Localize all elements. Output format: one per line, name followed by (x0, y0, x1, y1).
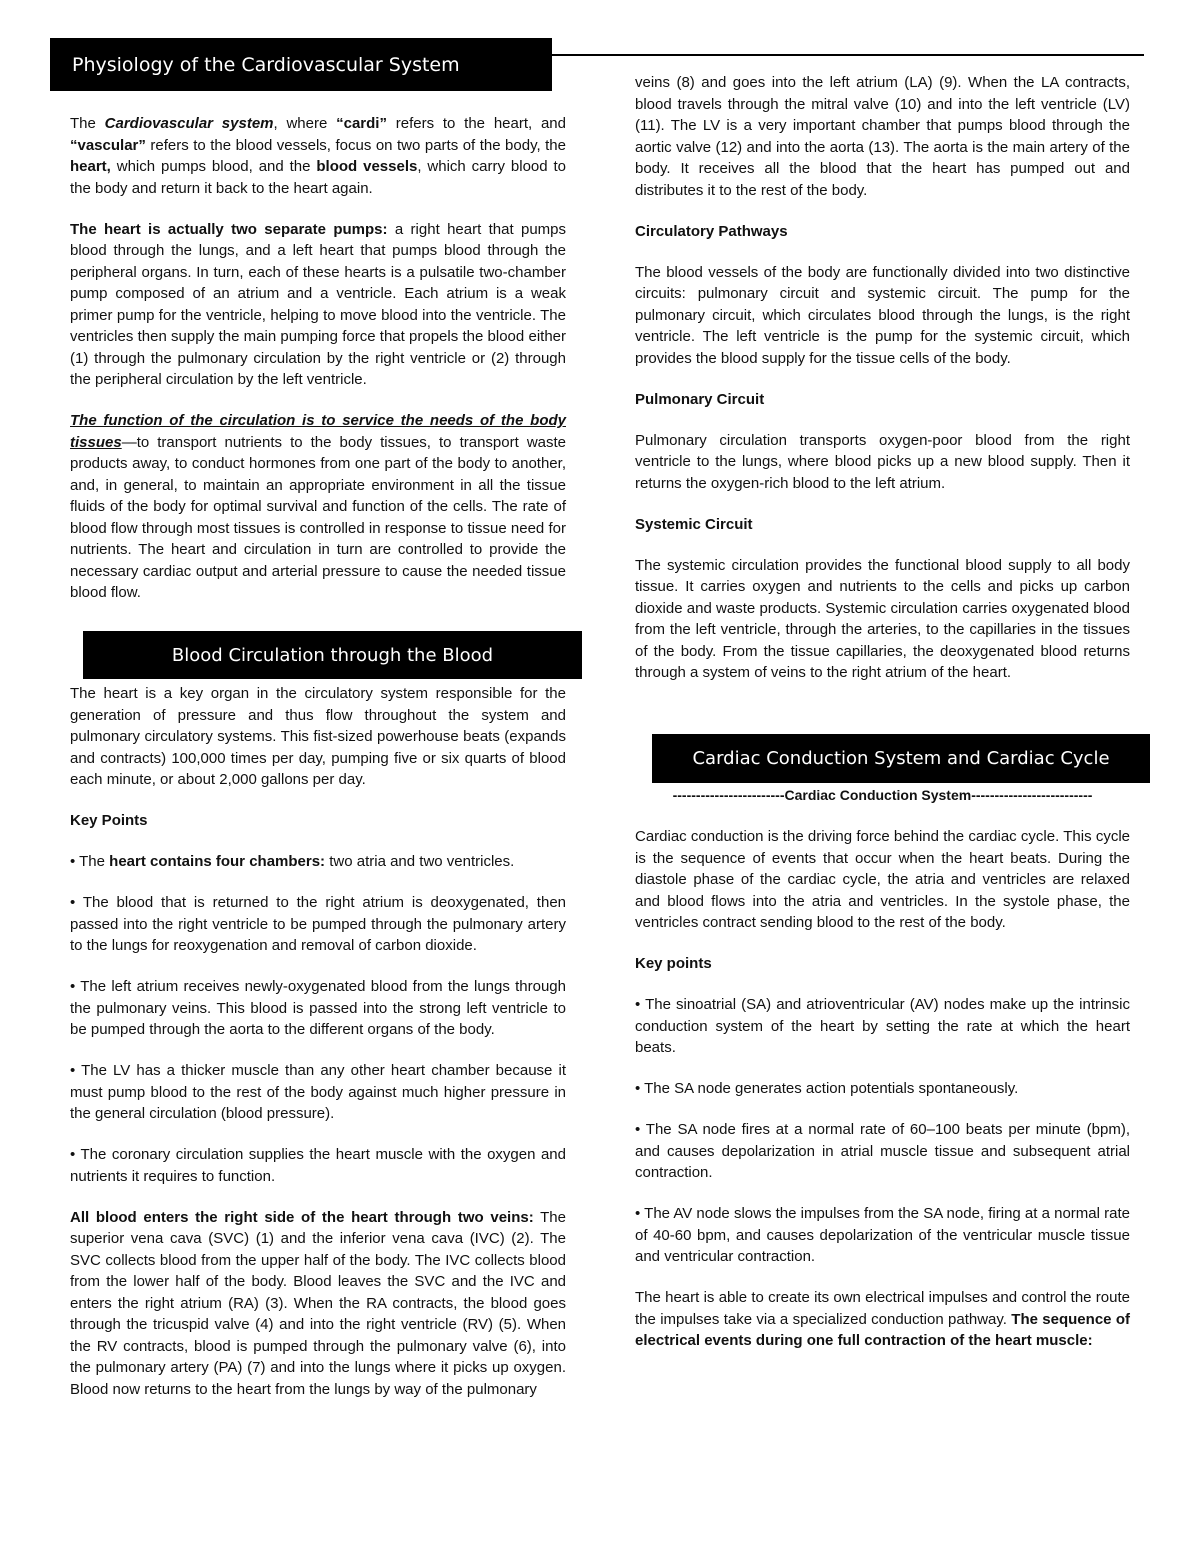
veins-paragraph: All blood enters the right side of the heart through two veins: The superior vena cava (SVC) (1) and the inferior vena cava (IVC) (2). The SVC collects blood from the upper half of the body. The IVC collects blood from the lower half of the body. Blood leaves the SVC and the IVC and enters the right atrium (RA) (3). When the RA contracts, the blood goes through the tricuspid valve (4) and into the right ventricle (RV) (5). When the RV contracts, blood is pumped through the pulmonary valve (6), into the pulmonary artery (PA) (7) and into the lungs where it picks up oxygen. Blood now returns to the heart from the lungs by way of the pulmonary (70, 1208, 566, 1398)
impulses-paragraph: The heart is able to create its own electrical impulses and control the route the impulses take via a specialized conduction pathway. The sequence of electrical events during one full contraction of the heart muscle: (635, 1289, 1130, 1349)
banner-physiology (50, 38, 552, 91)
pulmonary-circuit-heading: Pulmonary Circuit (635, 390, 765, 408)
key-organ-paragraph: The heart is a key organ in the circulatory system responsible for the generation of pressure and thus flow throughout the system and pulmonary circulatory systems. This fist-sized powerhouse beats (expands and contracts) 100,000 times per day, pumping five or six quarts of blood each minute, or about 2,000 gallons per day. (70, 685, 566, 788)
header-rule (552, 54, 1144, 56)
systemic-circuit-heading: Systemic Circuit (635, 515, 753, 533)
right-column (635, 72, 1130, 684)
pathways-paragraph: The blood vessels of the body are functionally divided into two distinctive circuits: pulmonary circuit and systemic circuit. The pump for the pulmonary circuit, which circulates blood through the lungs, is the right ventricle. The left ventricle is the pump for the systemic circuit, which provides the blood supply for the tissue cells of the body. (635, 263, 1130, 367)
left-column-lower (70, 683, 566, 1400)
right-column-lower (635, 785, 1130, 1352)
banner-physiology-title: Physiology of the Cardiovascular System (72, 53, 460, 76)
banner-conduction-title: Cardiac Conduction System and Cardiac Cycle (692, 748, 1110, 769)
key-points-heading-right: Key points (635, 955, 712, 972)
key-point-item: • The SA node fires at a normal rate of 60–100 beats per minute (bpm), and causes depolarization in atrial muscle tissue and subsequent atrial contraction. (635, 1121, 1130, 1181)
systemic-paragraph: The systemic circulation provides the functional blood supply to all body tissue. It carries oxygen and nutrients to the cells and picks up carbon dioxide and waste products. Systemic circulation carries oxygenated blood from the left ventricle, through the arteries, to the capillaries in the tissues of the body. From the tissue capillaries, the deoxygenated blood returns through a system of veins to the right atrium of the heart. (635, 556, 1130, 681)
key-point-item: • The heart contains four chambers: two atria and two ventricles. (70, 853, 515, 870)
continued-paragraph: veins (8) and goes into the left atrium (LA) (9). When the LA contracts, blood travels through the mitral valve (10) and into the left ventricle (LV) (11). The LV is a very important chamber that pumps blood through the aortic valve (12) and into the aorta (13). The aorta is the main artery of the body. It receives all the blood that the heart has pumped out and distributes it to the rest of the body. (635, 74, 1130, 199)
conduction-divider: ------------------------Cardiac Conduction System-------------------------- (672, 787, 1093, 803)
left-column (70, 113, 566, 623)
conduction-paragraph: Cardiac conduction is the driving force behind the cardiac cycle. This cycle is the sequence of events that occur when the heart beats. During the diastole phase of the cardiac cycle, the atria and ventricles are relaxed and blood flows into the atria and ventricles. In the systole phase, the ventricles contract sending blood to the rest of the body. (635, 828, 1130, 931)
circulatory-pathways-heading: Circulatory Pathways (635, 222, 788, 240)
banner-circulation-title: Blood Circulation through the Blood (171, 644, 494, 666)
intro-paragraph: The Cardiovascular system, where “cardi” refers to the heart, and “vascular” refers to the blood vessels, focus on two parts of the body, the heart, which pumps blood, and the blood vessels, which carry blood to the body and return it back to the heart again. (70, 115, 567, 197)
key-point-item: • The SA node generates action potentials spontaneously. (635, 1080, 1019, 1097)
key-point-item: • The coronary circulation supplies the heart muscle with the oxygen and nutrients it requires to function. (70, 1146, 566, 1185)
banner-conduction (652, 734, 1150, 783)
key-point-item: • The blood that is returned to the right atrium is deoxygenated, then passed into the right ventricle to be pumped through the pulmonary artery to the lungs for reoxygenation and removal of carbon dioxide. (70, 894, 566, 954)
key-point-item: • The left atrium receives newly-oxygenated blood from the lungs through the pulmonary veins. This blood is passed into the strong left ventricle to be pumped through the aorta to the different organs of the body. (70, 978, 566, 1038)
key-points-heading: Key Points (70, 812, 148, 829)
key-point-item: • The sinoatrial (SA) and atrioventricular (AV) nodes make up the intrinsic conduction system of the heart by setting the rate at which the heart beats. (635, 996, 1130, 1056)
pulmonary-paragraph: Pulmonary circulation transports oxygen-poor blood from the right ventricle to the lungs, where blood picks up a new blood supply. Then it returns the oxygen-rich blood to the left atrium. (635, 431, 1130, 492)
two-pumps-paragraph: The heart is actually two separate pumps: a right heart that pumps blood through the lungs, and a left heart that pumps blood through the peripheral organs. In turn, each of these hearts is a pulsatile two-chamber pump composed of an atrium and a ventricle. Each atrium is a weak primer pump for the ventricle, helping to move blood into the ventricle. The ventricles then supply the main pumping force that propels the blood either (1) through the pulmonary circulation by the right ventricle or (2) through the peripheral circulation by the left ventricle. (70, 220, 567, 388)
key-point-item: • The AV node slows the impulses from the SA node, firing at a normal rate of 40-60 bpm, and causes depolarization of the ventricular muscle tissue and ventricular contraction. (635, 1205, 1130, 1265)
key-point-item: • The LV has a thicker muscle than any other heart chamber because it must pump blood to the rest of the body against much higher pressure in the general circulation (blood pressure). (70, 1062, 566, 1122)
banner-circulation (83, 631, 582, 679)
function-paragraph: The function of the circulation is to service the needs of the body tissues—to transport nutrients to the body tissues, to transport waste products away, to conduct hormones from one part of the body to another, and, in general, to maintain an appropriate environment in all the tissue fluids of the body for optimal survival and function of the cells. The rate of blood flow through most tissues is controlled in response to tissue need for nutrients. The heart and circulation in turn are controlled to provide the necessary cardiac output and arterial pressure to cause the needed tissue blood flow. (70, 412, 566, 601)
